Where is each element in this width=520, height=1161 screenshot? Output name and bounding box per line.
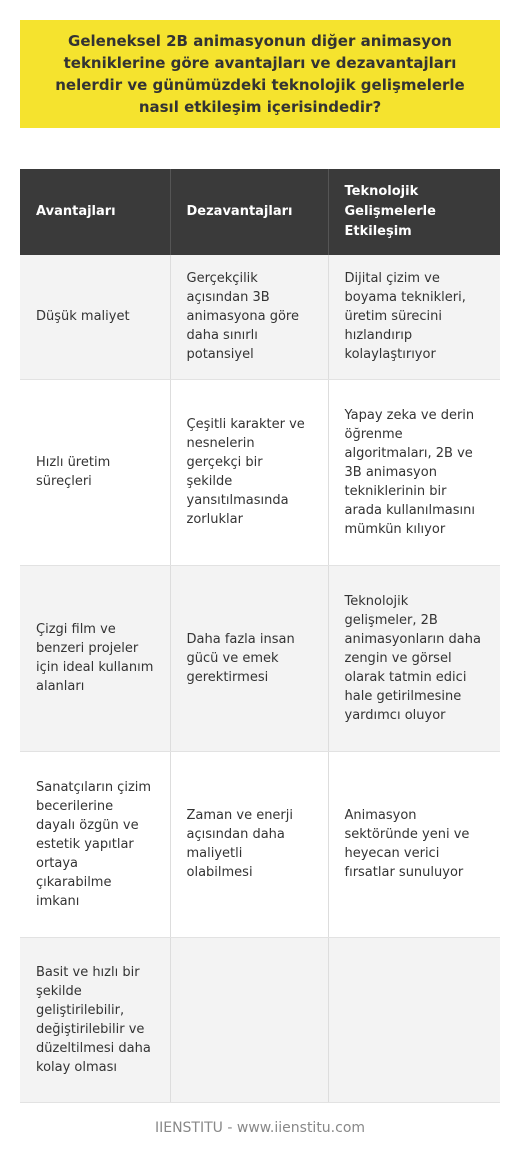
table-cell: Zaman ve enerji açısından daha maliyetli olabilmesi (170, 751, 328, 937)
table-row (20, 379, 500, 565)
table-row (20, 565, 500, 751)
table-row (20, 937, 500, 1102)
table-row (20, 255, 500, 379)
header-technology-interaction: Teknolojik Gelişmelerle Etkileşim (328, 169, 500, 255)
header-disadvantages: Dezavantajları (170, 169, 328, 255)
comparison-table (20, 169, 500, 1103)
table-cell (170, 937, 328, 1102)
table-cell: Çeşitli karakter ve nesnelerin gerçekçi bir şekilde yansıtılmasında zorluklar (170, 379, 328, 565)
table-cell: Hızlı üretim süreçleri (20, 379, 170, 565)
table-cell: Teknolojik gelişmeler, 2B animasyonların daha zengin ve görsel olarak tatmin edici hale getirilmesine yardımcı oluyor (328, 565, 500, 751)
table-row (20, 751, 500, 937)
header-advantages: Avantajları (20, 169, 170, 255)
footer-credit: IIENSTITU - www.iienstitu.com (154, 1120, 366, 1136)
title-banner (20, 20, 500, 128)
page-title: Geleneksel 2B animasyonun diğer animasyon tekniklerine göre avantajları ve dezavantajları nelerdir ve günümüzdeki teknolojik gelişmelerle nasıl etkileşim içerisindedir? (55, 32, 465, 116)
table-cell: Gerçekçilik açısından 3B animasyona göre daha sınırlı potansiyel (170, 255, 328, 379)
table-cell: Sanatçıların çizim becerilerine dayalı özgün ve estetik yapıtlar ortaya çıkarabilme imkanı (20, 751, 170, 937)
table-cell: Daha fazla insan gücü ve emek gerektirmesi (170, 565, 328, 751)
table-cell: Çizgi film ve benzeri projeler için ideal kullanım alanları (20, 565, 170, 751)
table-cell: Dijital çizim ve boyama teknikleri, üretim sürecini hızlandırıp kolaylaştırıyor (328, 255, 500, 379)
table-cell: Yapay zeka ve derin öğrenme algoritmaları, 2B ve 3B animasyon tekniklerinin bir arada kullanılmasını mümkün kılıyor (328, 379, 500, 565)
table-cell: Düşük maliyet (20, 255, 170, 379)
table-cell: Animasyon sektöründe yeni ve heyecan verici fırsatlar sunuluyor (328, 751, 500, 937)
table-cell: Basit ve hızlı bir şekilde geliştirilebilir, değiştirilebilir ve düzeltilmesi daha kolay olması (20, 937, 170, 1102)
table-cell (328, 937, 500, 1102)
table-header-row (20, 169, 500, 255)
